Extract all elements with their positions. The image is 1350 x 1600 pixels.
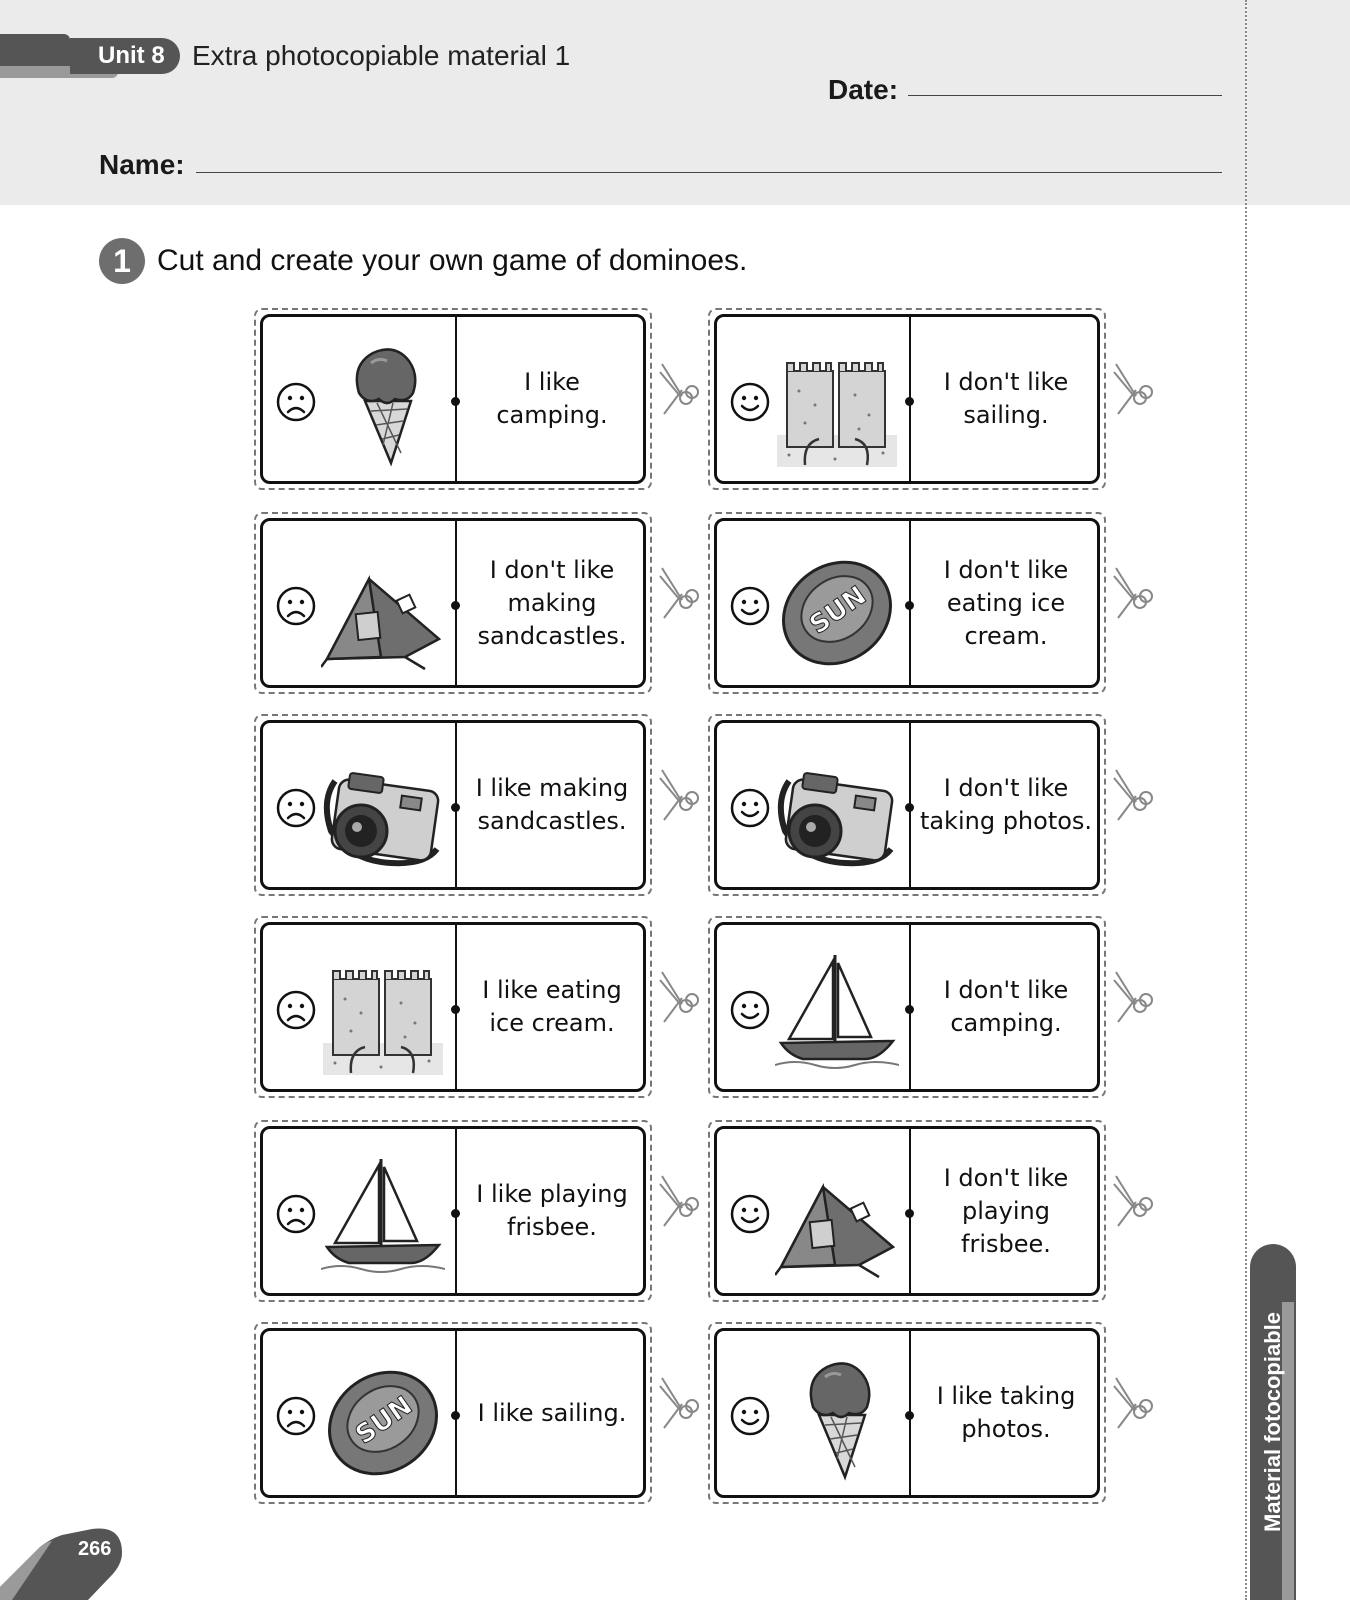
domino-tile [260,1328,646,1498]
domino-text: I don't like sailing. [943,368,1069,429]
domino-text: I like sailing. [477,1398,627,1427]
domino-card [254,714,652,896]
sad-face-icon [275,1193,317,1235]
name-field[interactable] [196,172,1222,173]
domino-tile [260,1126,646,1296]
domino-card [708,308,1106,490]
domino-text: I don't like taking photos. [919,774,1093,835]
sailboat-icon [321,1147,445,1281]
side-band [1247,0,1350,205]
domino-tile [714,720,1100,890]
domino-card [254,1322,652,1504]
tent-icon [321,539,445,673]
happy-face-icon [729,989,771,1031]
sad-face-icon [275,1395,317,1437]
scissors-icon [656,362,700,416]
domino-text: I don't like eating ice cream. [943,555,1069,650]
domino-card [708,916,1106,1098]
name-label: Name: [99,149,185,180]
sandcastle-icon [775,335,899,469]
domino-tile [260,720,646,890]
domino-card [708,1322,1106,1504]
domino-card [708,714,1106,896]
page-title: Extra photocopiable material 1 [192,40,571,71]
scissors-icon [656,566,700,620]
domino-text: I like playing frisbee. [476,1180,628,1241]
scissors-icon [656,1376,700,1430]
domino-text: I like making sandcastles. [475,774,629,835]
domino-text: I like camping. [496,368,608,429]
happy-face-icon [729,381,771,423]
domino-card [254,1120,652,1302]
frisbee-icon [321,1349,445,1483]
sandcastle-icon [321,943,445,1077]
exercise-instruction: Cut and create your own game of dominoes. [157,244,748,277]
unit-badge: Unit 8 [70,38,180,74]
domino-tile [714,1126,1100,1296]
sad-face-icon [275,787,317,829]
domino-text: I don't like camping. [943,976,1069,1037]
svg-text:SUN: SUN [350,1390,418,1451]
domino-text: I don't like making sandcastles. [477,555,627,650]
ice-cream-icon [321,335,445,469]
frisbee-icon [775,539,899,673]
domino-tile [260,922,646,1092]
header-band [0,0,1246,205]
scissors-icon [1110,362,1154,416]
cut-line [1245,0,1247,1600]
scissors-icon [1110,566,1154,620]
page-number: 266 [78,1538,112,1560]
happy-face-icon [729,1193,771,1235]
tent-icon [775,1147,899,1281]
date-label: Date: [828,74,899,105]
domino-card [708,512,1106,694]
domino-card [254,512,652,694]
sad-face-icon [275,381,317,423]
domino-tile [714,1328,1100,1498]
domino-tile [260,314,646,484]
domino-text: I like eating ice cream. [482,976,622,1037]
domino-text: I don't like playing frisbee. [943,1163,1069,1258]
happy-face-icon [729,787,771,829]
scissors-icon [1110,1376,1154,1430]
scissors-icon [1110,768,1154,822]
scissors-icon [656,768,700,822]
exercise-number: 1 [99,238,145,284]
domino-tile [714,922,1100,1092]
domino-tile [260,518,646,688]
sad-face-icon [275,585,317,627]
domino-card [254,308,652,490]
side-label: Material fotocopiable [1260,1311,1285,1533]
domino-tile [714,518,1100,688]
svg-text:SUN: SUN [804,580,872,641]
scissors-icon [1110,1174,1154,1228]
happy-face-icon [729,1395,771,1437]
scissors-icon [1110,970,1154,1024]
camera-icon [775,741,899,875]
domino-text: I like taking photos. [936,1382,1076,1443]
camera-icon [321,741,445,875]
domino-card [254,916,652,1098]
scissors-icon [656,970,700,1024]
domino-tile [714,314,1100,484]
date-field[interactable] [908,95,1222,96]
scissors-icon [656,1174,700,1228]
happy-face-icon [729,585,771,627]
domino-card [708,1120,1106,1302]
sad-face-icon [275,989,317,1031]
sailboat-icon [775,943,899,1077]
ice-cream-icon [775,1349,899,1483]
